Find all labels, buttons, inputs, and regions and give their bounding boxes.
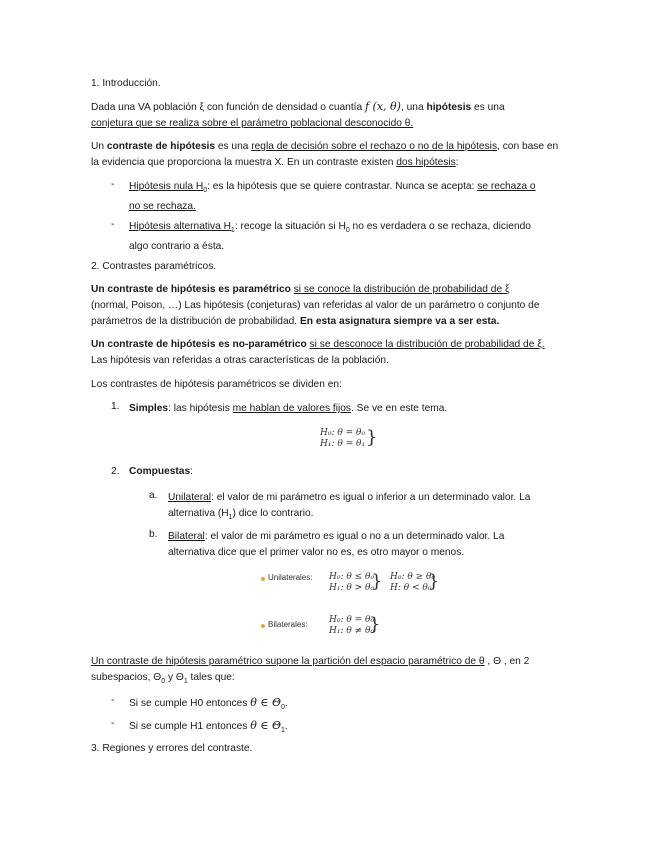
subscript: 0 (345, 227, 350, 235)
text-run: : las hipótesis (168, 403, 233, 414)
list-letter: a. (149, 490, 158, 501)
bullet-dot-icon (261, 577, 265, 581)
term-unilateral: Unilateral (168, 492, 212, 503)
term-dos-hipotesis: dos hipótesis (396, 157, 456, 168)
term-compuestas: Compuestas (129, 466, 191, 477)
subscript: 1 (280, 727, 285, 735)
list-number: 2. (111, 466, 120, 477)
equation-line: H₁: θ > θ₀ (329, 583, 375, 593)
list-item-condicion-h1 (129, 718, 559, 739)
subscript: 1 (183, 678, 188, 686)
equation-line: H₁: θ ≠ θ₀ (329, 626, 375, 636)
text-run: Hipótesis nula H (129, 181, 204, 192)
text-run: no se rechaza. (129, 201, 196, 213)
list-item-compuestas (129, 466, 193, 477)
subscript: 0 (280, 704, 285, 712)
text-run: no es verdadera o se rechaza, diciendo (349, 221, 531, 232)
text-run: En esta asignatura siempre va a ser esta. (299, 316, 500, 327)
paragraph-contraste (91, 139, 561, 171)
equation-line: H₀: θ = θ₀ (329, 615, 375, 625)
text-run: Hipótesis alternativa H (129, 221, 231, 232)
term-no-parametrico: Un contraste de hipótesis es no-paramétrico (91, 339, 307, 350)
paragraph-no-parametrico (91, 337, 561, 369)
text-run: , con base en la evidencia que proporciona la muestra X. En un contraste existen (91, 141, 559, 168)
text-run: se rechaza o (477, 181, 536, 192)
text-run: ) dice lo contrario. (232, 508, 314, 519)
section-title-contrastes-parametricos: 2. Contrastes paramétricos. (91, 261, 217, 272)
brace-icon: } (371, 571, 383, 592)
paragraph-clasificacion: Los contrastes de hipótesis paramétricos se dividen en: (91, 379, 342, 390)
list-item-bilateral (168, 529, 560, 561)
math-pertenencia: θ ∈ Θ (250, 696, 281, 709)
text-run: Un (91, 141, 107, 152)
list-item-unilateral (168, 490, 560, 526)
text-run: . Se ve en este tema. (351, 403, 448, 414)
list-letter: b. (149, 529, 158, 540)
term-contraste: contraste de hipótesis (106, 141, 215, 152)
text-run: es una (471, 102, 505, 113)
subscript: 0 (203, 187, 208, 195)
list-number: 1. (111, 401, 120, 412)
section-title-introduccion: 1. Introducción. (91, 78, 161, 89)
figure-label-unilaterales: Unilaterales: (268, 573, 313, 582)
list-item-hipotesis-nula (129, 179, 559, 215)
text-run: Un contraste de hipótesis paramétrico supone la partición del espacio paramétrico de θ (91, 656, 485, 667)
term-bilateral: Bilateral (168, 531, 205, 542)
text-run: (normal, Poison, …) Las hipótesis (conjeturas) van referidas al valor de un parámetro o conjunto de (91, 300, 540, 311)
brace-icon: } (369, 614, 381, 635)
text-run: es una (215, 141, 252, 152)
equation-bilateral (329, 615, 374, 637)
equation-line: H₀: θ ≤ θ₀ (329, 572, 375, 582)
equation-unilateral-a (329, 572, 374, 594)
text-run: subespacios, Θ (91, 672, 162, 683)
bullet-dot-icon (261, 624, 265, 628)
bullet-marker: - (111, 219, 115, 230)
list-item-hipotesis-alternativa (129, 219, 559, 255)
figure-label-bilaterales: Bilaterales: (268, 620, 308, 629)
text-run: me hablan de valores fijos (232, 403, 351, 414)
text-run: . (284, 721, 288, 732)
definition-contraste: regla de decisión sobre el rechazo o no de la hipótesis (251, 141, 498, 152)
subscript: 1 (228, 514, 233, 522)
subscript: 1 (230, 227, 235, 235)
text-run: : es la hipótesis que se quiere contrastar. Nunca se acepta: (207, 181, 478, 192)
text-run: : el valor de mi parámetro es igual o no a un determinado valor. La (204, 531, 505, 542)
subscript: 0 (161, 678, 166, 686)
paragraph-parametrico (91, 282, 561, 330)
text-run: Si se cumple H1 entonces (129, 721, 251, 732)
text-run: Las hipótesis van referidas a otras características de la población. (91, 355, 389, 366)
equation-line: H₀: θ = θ₀ (320, 428, 366, 438)
text-run: , Θ , en 2 (484, 656, 530, 667)
term-simples: Simples (129, 403, 169, 414)
text-run: : el valor de mi parámetro es igual o inferior a un determinado valor. La (211, 492, 531, 503)
text-run: : (190, 466, 193, 477)
text-run: : (455, 157, 459, 168)
term-hipotesis: hipótesis (426, 102, 472, 113)
text-run: y Θ (165, 672, 184, 683)
term-hipotesis-alternativa (129, 221, 235, 235)
equation-simples (320, 428, 365, 450)
term-parametrico: Un contraste de hipótesis es paramétrico (91, 284, 291, 295)
math-pertenencia: θ ∈ Θ (250, 719, 281, 732)
text-run: tales que: (187, 672, 235, 683)
text-run: Dada una VA población ξ con función de densidad o cuantía (91, 102, 365, 113)
text-run: , una (400, 102, 427, 113)
text-run: . (284, 698, 288, 709)
text-run: : recoge la situación si H (234, 221, 346, 232)
equation-line: H₁: θ = θ₁ (320, 439, 366, 449)
text-run: Si se cumple H0 entonces (129, 698, 251, 709)
bullet-marker: - (111, 695, 115, 706)
bullet-marker: - (111, 179, 115, 190)
equation-line: H₀: θ ≥ θ₀ (390, 572, 436, 582)
brace-icon: } (366, 427, 378, 448)
text-run: parámetros de la distribución de probabilidad. (91, 316, 300, 327)
term-hipotesis-nula (129, 181, 208, 195)
text-run: si se conoce la distribución de probabilidad de ξ (293, 284, 510, 295)
paragraph-particion (91, 654, 561, 690)
paragraph-definicion-hipotesis (91, 99, 561, 132)
math-density: f (x, θ) (364, 100, 401, 113)
section-title-regiones-errores: 3. Regiones y errores del contraste. (91, 743, 253, 754)
text-run: si se desconoce la distribución de probabilidad de ξ. (309, 339, 545, 350)
equation-line: H: θ < θ₀ (390, 583, 432, 593)
bullet-marker: - (111, 718, 115, 729)
brace-icon: } (428, 571, 440, 592)
text-run: alternativa dice que el primer valor no es, es otro mayor o menos. (168, 547, 465, 558)
text-run: algo contrario a ésta. (129, 241, 225, 253)
text-run: alternativa (H (168, 508, 229, 519)
list-item-condicion-h0 (129, 695, 559, 716)
list-item-simples (129, 401, 447, 417)
definition-hipotesis: conjetura que se realiza sobre el parámetro poblacional desconocido θ. (91, 118, 414, 129)
